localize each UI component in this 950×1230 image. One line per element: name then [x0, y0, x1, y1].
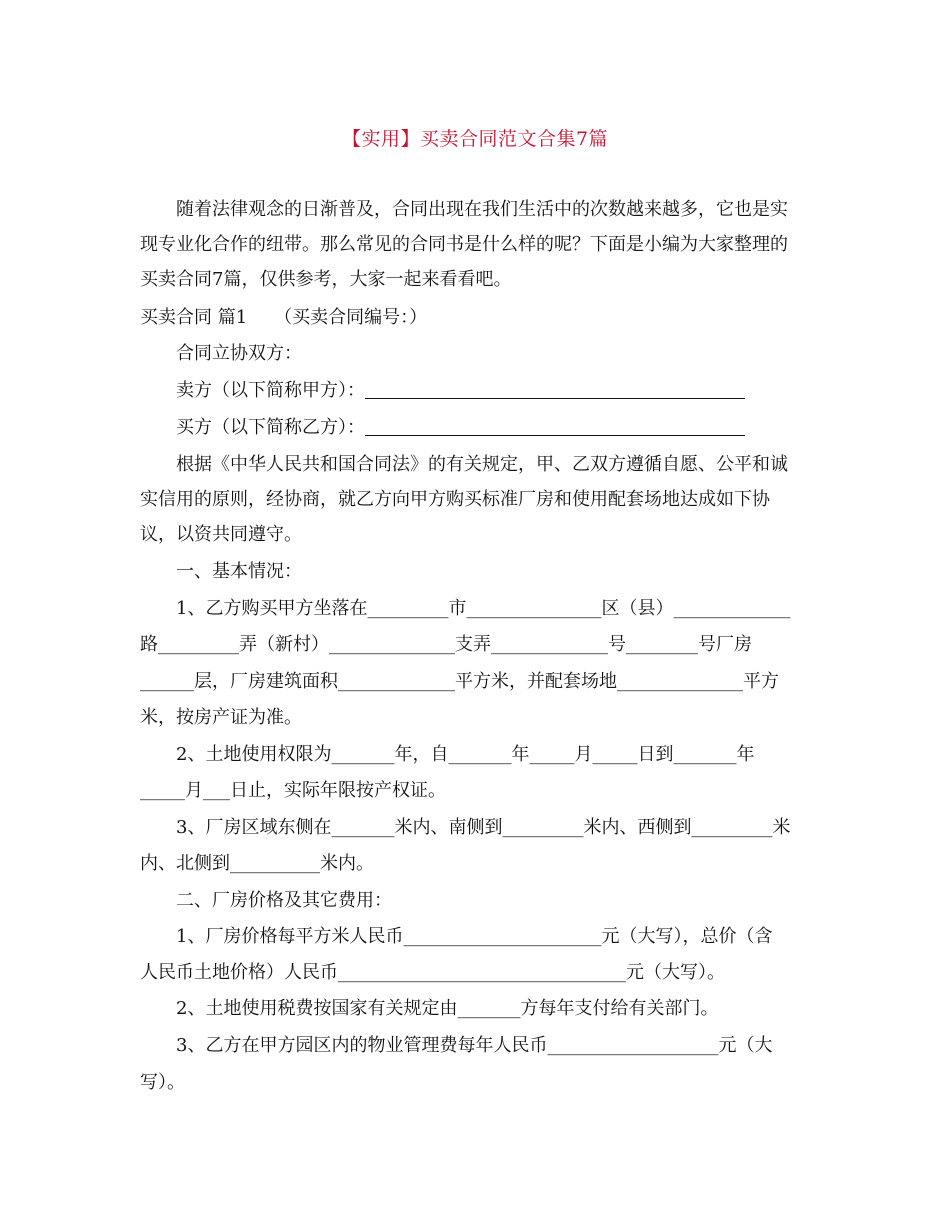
paragraph-line: 2、土地使用税费按国家有关规定由_______方每年支付给有关部门。 [176, 998, 719, 1019]
paragraph-line: 3、厂房区域东侧在_______米内、南侧到_________米内、西侧到_________米 [176, 817, 791, 838]
seller-blank [365, 380, 745, 399]
buyer-blank [365, 417, 745, 436]
seller-label: 卖方（以下简称甲方）： [176, 380, 365, 401]
paragraph-line: 米，按房产证为准。 [140, 707, 302, 728]
paragraph-line: 1、厂房价格每平方米人民币______________________元（大写），总价（含 [176, 926, 773, 947]
paragraph-line: 内、北侧到__________米内。 [140, 853, 374, 874]
paragraph-line: 写）。 [140, 1072, 185, 1093]
paragraph-line: 2、土地使用权限为_______年，自_______年_____月_____日到_______年 [176, 744, 755, 765]
paragraph-line: 路_________弄（新村）______________支弄_____________号________号厂房 [140, 634, 752, 655]
paragraph-line: 现专业化合作的纽带。那么常见的合同书是什么样的呢？下面是小编为大家整理的 [140, 234, 788, 255]
paragraph-line: 人民币土地价格）人民币________________________________元（大写）。 [140, 962, 725, 983]
seller-line [176, 379, 745, 403]
buyer-label: 买方（以下简称乙方）： [176, 417, 365, 438]
paragraph-line: 随着法律观念的日渐普及，合同出现在我们生活中的次数越来越多，它也是实 [176, 199, 788, 220]
document-title: 【实用】买卖合同范文合集7篇 [341, 128, 609, 150]
paragraph-line: 实信用的原则，经协商，就乙方向甲方购买标准厂房和使用配套场地达成如下协 [140, 489, 770, 510]
paragraph-line: 根据《中华人民共和国合同法》的有关规定，甲、乙双方遵循自愿、公平和诚 [176, 454, 788, 475]
paragraph-line: 买卖合同7篇，仅供参考，大家一起来看看吧。 [140, 269, 512, 290]
clause-heading: 二、厂房价格及其它费用： [176, 890, 392, 911]
paragraph-line: 1、乙方购买甲方坐落在_________市_______________区（县）_____________ [176, 598, 791, 619]
paragraph-line: _____月___日止，实际年限按产权证。 [140, 780, 446, 801]
paragraph-line: 合同立协双方： [176, 343, 302, 364]
paragraph-line: 议，以资共同遵守。 [140, 524, 302, 545]
buyer-line [176, 416, 745, 440]
paragraph-line: 3、乙方在甲方园区内的物业管理费每年人民币___________________元（大 [176, 1035, 773, 1056]
paragraph-line: ______层，厂房建筑面积_____________平方米，并配套场地______________平方 [140, 671, 779, 692]
clause-heading: 一、基本情况： [176, 561, 302, 582]
section-heading: 买卖合同 篇1 （买卖合同编号：） [140, 307, 428, 328]
